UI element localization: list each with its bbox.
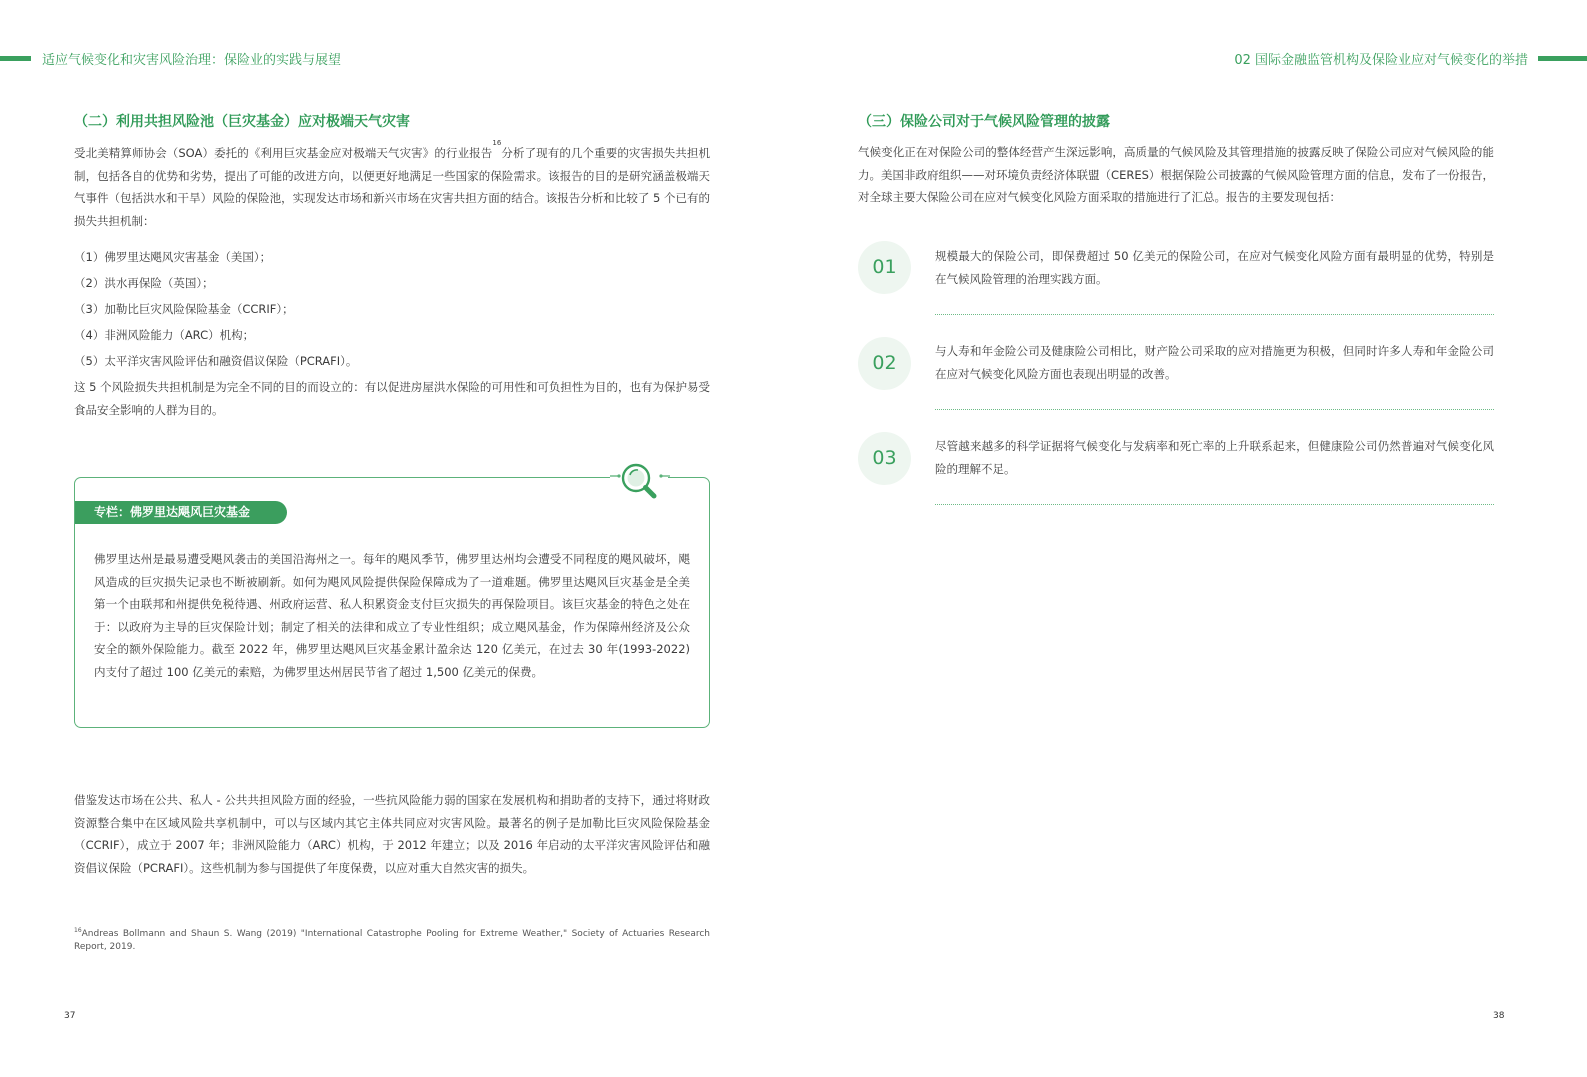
left-intro-text-continued: 分析了现有的几个重要的灾害损失共担机制，包括各自的优势和劣势，提出了可能的改进方向，以便更好地满足一些国家的保险需求。该报告的目的是研究涵盖极端天气事件（包括洪水和干旱）风险的保险池，实现发达市场和新兴市场在灾害共担方面的结合。该报告分析和比较了 5 个已有的损失共担机制： xyxy=(74,146,710,228)
finding-number-badge: 03 xyxy=(858,432,911,485)
finding-number-badge: 01 xyxy=(858,241,911,294)
list-item: （5）太平洋灾害风险评估和融资倡议保险（PCRAFI）。 xyxy=(74,354,358,368)
list-item: （3）加勒比巨灾风险保险基金（CCRIF）； xyxy=(74,302,294,316)
header-left-title: 适应气候变化和灾害风险治理：保险业的实践与展望 xyxy=(42,53,342,68)
page-number-right: 38 xyxy=(1493,1011,1505,1021)
left-intro-text: 受北美精算师协会（SOA）委托的《利用巨灾基金应对极端天气灾害》的行业报告 xyxy=(74,146,493,160)
finding-text: 与人寿和年金险公司及健康险公司相比，财产险公司采取的应对措施更为积极，但同时许多人寿和年金险公司在应对气候变化风险方面也表现出明显的改善。 xyxy=(935,344,1494,381)
left-after-list-paragraph: 这 5 个风险损失共担机制是为完全不同的目的而设立的：有以促进房屋洪水保险的可用性和可负担性为目的，也有为保护易受食品安全影响的人群为目的。 xyxy=(74,380,710,417)
list-item: （2）洪水再保险（英国）； xyxy=(74,276,214,290)
finding-divider xyxy=(935,314,1494,315)
finding-divider xyxy=(935,409,1494,410)
header-accent-bar-left xyxy=(0,56,31,61)
sidebar-box-tag: 专栏：佛罗里达飓风巨灾基金 xyxy=(75,501,287,524)
list-item: （4）非洲风险能力（ARC）机构； xyxy=(74,328,255,342)
finding-divider xyxy=(935,504,1494,505)
footnote-text: Andreas Bollmann and Shaun S. Wang (2019) "International Catastrophe Pooling for Extreme Weather," Society of Actuaries Research Report, 2019. xyxy=(74,929,710,952)
page-number-left: 37 xyxy=(64,1011,76,1021)
header-accent-bar-right xyxy=(1538,56,1587,61)
finding-text: 尽管越来越多的科学证据将气候变化与发病率和死亡率的上升联系起来，但健康险公司仍然普遍对气候变化风险的理解不足。 xyxy=(935,439,1494,476)
header-right-title: 02 国际金融监管机构及保险业应对气候变化的举措 xyxy=(1234,53,1528,68)
right-intro-paragraph: 气候变化正在对保险公司的整体经营产生深远影响，高质量的气候风险及其管理措施的披露反映了保险公司应对气候风险的能力。美国非政府组织——对环境负责经济体联盟（CERES）根据保险公司披露的气候风险管理方面的信息，发布了一份报告，对全球主要大保险公司在应对气候变化风险方面采取的措施进行了汇总。报告的主要发现包括： xyxy=(858,145,1494,204)
left-intro-paragraph xyxy=(74,139,710,232)
sidebar-box-body: 佛罗里达州是最易遭受飓风袭击的美国沿海州之一。每年的飓风季节，佛罗里达州均会遭受不同程度的飓风破坏，飓风造成的巨灾损失记录也不断被刷新。如何为飓风风险提供保险保障成为了一道难题。佛罗里达飓风巨灾基金是全美第一个由联邦和州提供免税待遇、州政府运营、私人积累资金支付巨灾损失的再保险项目。该巨灾基金的特色之处在于：以政府为主导的巨灾保险计划；制定了相关的法律和成立了专业性组织；成立飓风基金，作为保障州经济及公众安全的额外保险能力。截至 2022 年，佛罗里达飓风巨灾基金累计盈余达 120 亿美元，在过去 30 年(1993-2022) 内支付了超过 100 亿美元的索赔，为佛罗里达州居民节省了超过 1,500 亿美元的保费。 xyxy=(94,552,690,679)
left-closing-paragraph: 借鉴发达市场在公共、私人 - 公共共担风险方面的经验，一些抗风险能力弱的国家在发展机构和捐助者的支持下，通过将财政资源整合集中在区域风险共享机制中，可以与区域内其它主体共同应对灾害风险。最著名的例子是加勒比巨灾风险保险基金（CCRIF），成立于 2007 年；非洲风险能力（ARC）机构，于 2012 年建立；以及 2016 年启动的太平洋灾害风险评估和融资倡议保险（PCRAFI）。这些机制为参与国提供了年度保费，以应对重大自然灾害的损失。 xyxy=(74,793,710,875)
list-item: （1）佛罗里达飓风灾害基金（美国）； xyxy=(74,250,272,264)
footnote-ref-marker: 16 xyxy=(492,139,502,147)
finding-text: 规模最大的保险公司，即保费超过 50 亿美元的保险公司，在应对气候变化风险方面有最明显的优势，特别是在气候风险管理的治理实践方面。 xyxy=(935,249,1494,286)
right-section-title: （三）保险公司对于气候风险管理的披露 xyxy=(858,114,1110,130)
finding-number-badge: 02 xyxy=(858,337,911,390)
mechanism-list xyxy=(74,246,357,376)
magnifier-icon xyxy=(610,460,670,504)
footnote-number: 16 xyxy=(74,927,82,934)
footnote xyxy=(74,924,710,954)
left-section-title: （二）利用共担风险池（巨灾基金）应对极端天气灾害 xyxy=(74,114,410,130)
